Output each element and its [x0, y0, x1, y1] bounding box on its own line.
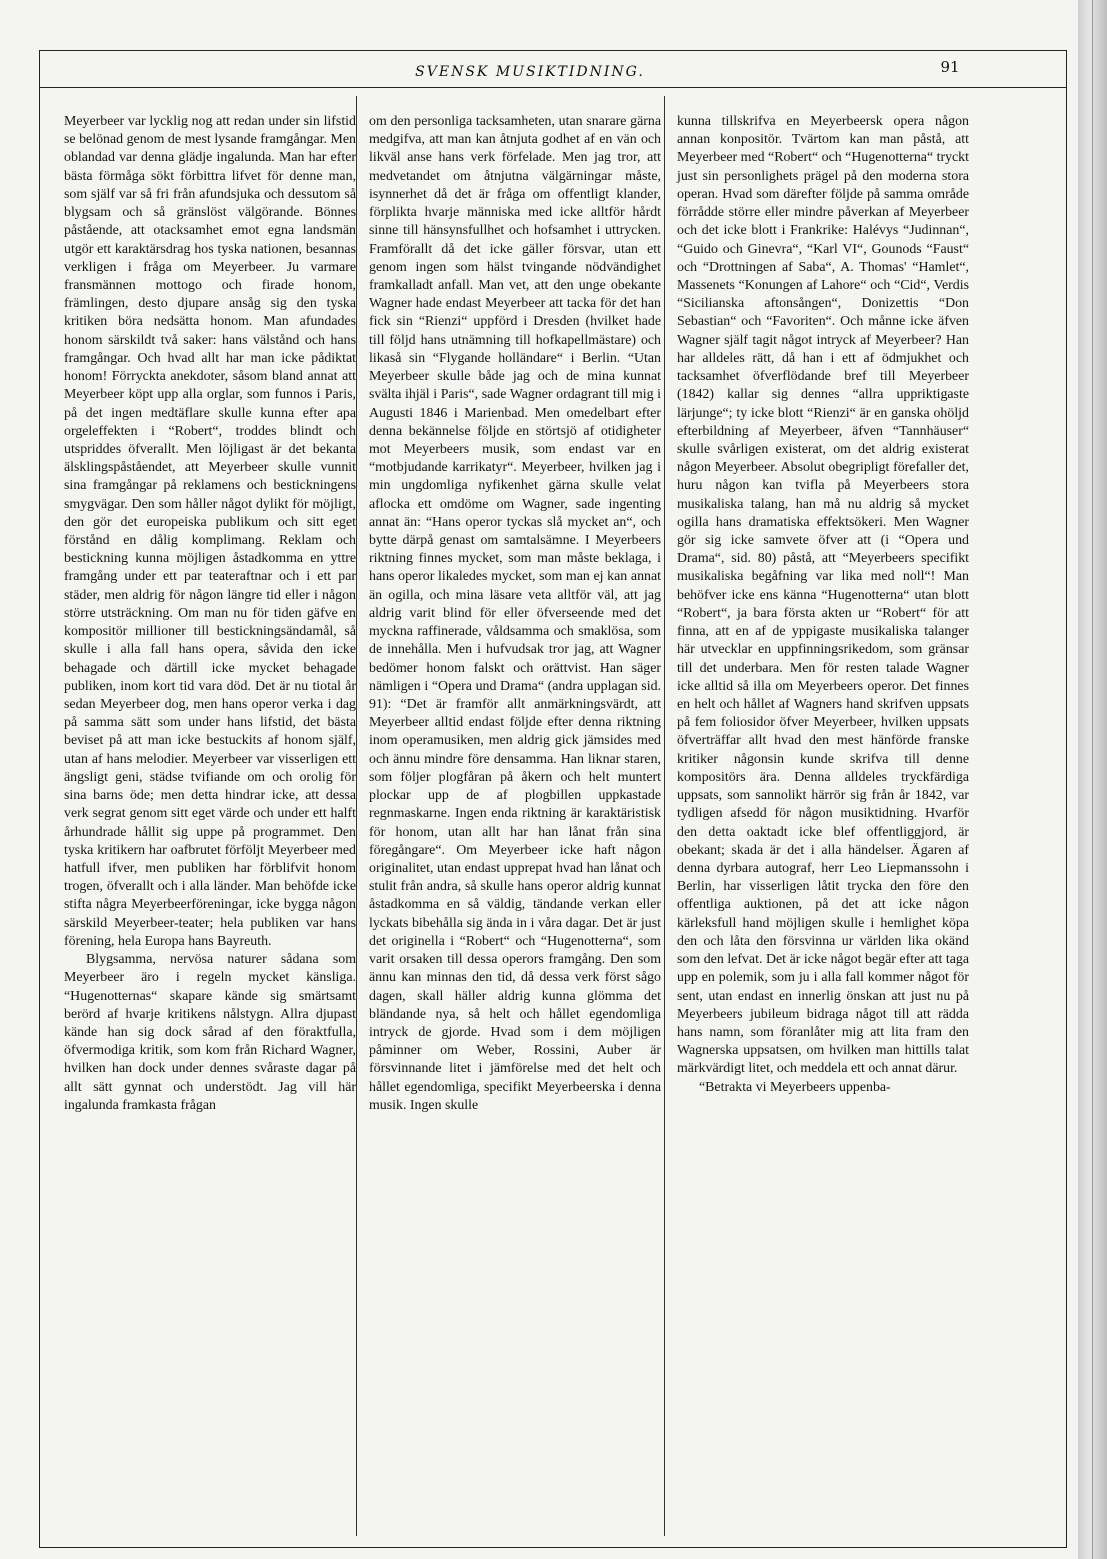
text-column-1 [64, 113, 356, 1115]
text-column-3 [677, 113, 969, 1097]
column-divider-2 [664, 96, 665, 1536]
paragraph: Meyerbeer var lycklig nog att redan under sin lifstid se belönad genom de mest lysande framgångar. Men oblandad var denna glädje ingalunda. Man har efter bästa förmåga sökt förbittra lifvet för denne man, som själf var så fri från afundsjuka och dessutom så blygsam och så gränslöst välgörande. Bönnes påstående, att otacksamhet emot egna landsmän utgör ett karaktärsdrag hos tyska nationen, besannas verkligen i fråga om Meyerbeer. Ju varmare fransmännen mottogo och firade honom, främlingen, desto djupare ansåg sig den tyska kritiken böra nedsätta honom. Man afundades honom särskildt två saker: hans välstånd och hans framgångar. Och hvad allt har man icke pådiktat honom! Förryckta anekdoter, såsom bland annat att Meyerbeer köpt upp alla orglar, som funnos i Paris, på det ingen medtäflare skulle kunna efter apa orgeleffekten i “Robert“, troddes blindt och utspriddes öfverallt. Men löjligast är det bekanta älsklingspåståendet, att Meyerbeer skulle vunnit sina framgångar på reklamens och bestickningens smygvägar. Den som håller något dylikt för möjligt, den gör det europeiska publikum och sitt eget förstånd en dålig komplimang. Reklam och bestickning kunna möjligen åstadkomma en yttre framgång under ett par teateraftnar och i ett par städer, men aldrig för någon längre tid eller i någon större utsträckning. Om man nu för tiden gäfve en kompositör millioner till bestickningsändamål, så skulle i alla fall hans opera, såvida den icke behagade och därtill icke mycket behagade publiken, inom kort tid vara död. Det är nu tiotal år sedan Meyerbeer dog, men hans operor verka i dag på samma sätt som under hans lifstid, det bästa beviset på att man icke bestuckits af honom själf, utan af hans melodier. Meyerbeer var visserligen ett ängsligt geni, städse tvifiande om och orolig för sina barns öde; men detta hindrar icke, att dessa verk segrat genom sitt eget värde och under ett halft århundrade hållit sig uppe på programmet. Den tyska kritikern har oafbrutet förföljt Meyerbeer med hatfull ifver, men publiken har förblifvit honom trogen, öfverallt och i alla länder. Man behöfde icke stifta några Meyerbeerföreningar, icke bygga någon särskild Meyerbeer-teater; hela publiken var hans förening, hela Europa hans Bayreuth. [64, 114, 356, 949]
running-title: SVENSK MUSIKTIDNING. [415, 64, 645, 80]
text-column-2 [369, 113, 661, 1115]
page-number: 91 [940, 58, 960, 76]
paragraph: Blygsamma, nervösa naturer sådana som Meyerbeer äro i regeln mycket känsliga. “Hugenotternas“ skapare kände sig smärtsamt berörd af hvarje kritikens nålstygn. Allra djupast kände han sig dock sårad af den föraktfulla, öfvermodiga kritik, som kom från Richard Wagner, hvilken han dock under dennes svåraste dagar på allt sätt gynnat och understödt. Jag vill här ingalunda framkasta frågan [64, 952, 356, 1113]
column-divider-1 [356, 96, 357, 1536]
paragraph: “Betrakta vi Meyerbeers uppenba- [699, 1079, 891, 1095]
binding-line [1092, 0, 1093, 1559]
paragraph: kunna tillskrifva en Meyerbeersk opera någon annan konpositör. Tvärtom kan man påstå, att Meyerbeer med “Robert“ och “Hugenotterna“ tryckt just sin personlighets prägel på den moderna stora operan. Hvad som därefter följde på samma område förrådde större eller mindre påverkan af Meyerbeer och det icke blott i Frankrike: Halévys “Judinnan“, “Guido och Ginevra“, “Karl VI“, Gounods “Faust“ och “Drottningen af Saba“, A. Thomas' “Hamlet“, Massenets “Konungen af Lahore“ och “Cid“, Verdis “Sicilianska aftonsången“, Donizettis “Don Sebastian“ och “Favoriten“. Och månne icke äfven Wagner själf tagit något intryck af Meyerbeer? Han har alldeles rätt, då han i ett af ödmjukhet och tacksamhet öfverflödande bref till Meyerbeer (1842) kallar sig dennes “allra uppriktigaste lärjunge“; ty icke blott “Rienzi“ är en ganska ohöljd efterbildning af Meyerbeer, äfven “Tannhäuser“ skulle svårligen existerat, om det aldrig existerat någon Meyerbeer. Absolut obegripligt förefaller det, huru någon kan tvifla på Meyerbeers stora musikaliska talang, han må nu aldrig så mycket ogilla hans dramatiska effektsökeri. Men Wagner gör sig icke samvete öfver att (i “Opera und Drama“, sid. 80) påstå, att “Meyerbeers specifikt musikaliska begåfning var lika med noll“! Man behöfver icke ens känna “Hugenotterna“ utan blott “Robert“, ja bara första akten ur “Robert“ för att finna, att en af de yppigaste musikaliska talanger här utvecklar en uppfinningsrikedom, som gränsar till det underbara. Men för resten talade Wagner icke alltid så illa om Meyerbeers operor. Det finnes en helt och hållet af Wagners hand skrifven uppsats på fem foliosidor öfver Meyerbeer, hvilken uppsats öfverträffar allt hvad den mest hänförde franske kritiker någonsin kunde skrifva till denne kompositörs ära. Denna alldeles tryckfärdiga uppsats, som sannolikt härrör sig från år 1842, var tydligen afsedd för någon musiktidning. Hvarför den detta oaktadt icke blef offentliggjord, är obekant; skada är det i alla händelser. Ägaren af denna dyrbara autograf, herr Leo Liepmanssohn i Berlin, har visserligen låtit trycka den före den offentliga auktionen, på det att icke någon kärleksfull hand möjligen skulle i hemlighet köpa den och låta den försvinna ur världen lika okänd som den lefvat. Det är icke något begär efter att taga upp en polemik, som ju i alla fall kommer något för sent, utan endast en innerlig önskan att just nu på Meyerbeers jubileum bidraga något till att rädda hans namn, som föranlåter mig att lita fram den Wagnerska uppsatsen, om hvilken man hittills talat märkvärdigt litet, och meddela ett och annat därur. [677, 114, 969, 1077]
header-rule [39, 87, 1066, 88]
paragraph: om den personliga tacksamheten, utan snarare gärna medgifva, att man kan åtnjuta godhet af en vän och likväl anse hans verk förfelade. Men jag tror, att medvetandet om åtnjutna välgärningar måste, isynnerhet då det är fråga om offentligt klander, förplikta hvarje människa med icke alltför hårdt sinne till hänsynsfullhet och hofsamhet i uttrycken. Framförallt då det icke gäller försvar, utan ett genom ingen som hälst tvingande nödvändighet framkalladt anfall. Man vet, att den unge obekante Wagner hade endast Meyerbeer att tacka för det han fick sin “Rienzi“ uppförd i Dresden (hvilket hade till följd hans utnämning till hofkapellmästare) och likaså sin “Flygande holländare“ i Berlin. “Utan Meyerbeer skulle både jag och de mina kunnat svälta ihjäl i Paris“, sade Wagner ordagrant till mig i Augusti 1846 i Marienbad. Men omedelbart efter denna bekännelse följde en störtsjö af otidigheter mot Meyerbeers musik, som endast var en “motbjudande karrikatyr“. Meyerbeer, hvilken jag i min ungdomliga nyfikenhet gärna skulle velat aflocka ett omdöme om Wagner, sade ingenting annat än: “Hans operor tyckas slå mycket an“, och bytte därpå genast om samtalsämne. I Meyerbeers riktning finnes mycket, som man måste beklaga, i hans operor likaledes mycket, som man ej kan annat än ogilla, och mina läsare veta alltför väl, att jag aldrig varit blind för eller öfverseende med det myckna raffinerade, våldsamma och smaklösa, som de innehålla. Men i hufvudsak tror jag, att Wagner bedömer honom falskt och orättvist. Han säger nämligen i “Opera und Drama“ (andra upplagan sid. 91): “Det är framför allt anmärkningsvärdt, att Meyerbeer alltid endast följde efter denna riktning inom operamusiken, men aldrig gick jämsides med och ännu mindre före densamma. Han liknar staren, som följer plogfåran på åkern och helt muntert plockar upp de af plogbillen uppkastade regnmaskarne. Ingen enda riktning är karaktäristisk för honom, utan allt har han lånat från sina föregångare“. Om Meyerbeer icke haft någon originalitet, utan endast upprepat hvad han lånat och stulit från andra, så skulle hans operor aldrig kunnat åstadkomma en så väldig, tändande verkan eller lyckats bibehålla sig ända in i våra dagar. Det är just det originella i “Robert“ och “Hugenotterna“, som varit orsaken till dessa operors framgång. Den som ännu kan minnas den tid, då dessa verk först sågo dagen, skall häller aldrig kunna glömma det bländande nya, så helt och hållet egendomliga intryck de gjorde. Hvad som i dem möjligen påminner om Weber, Rossini, Auber är försvinnande litet i jämförelse med det helt och hållet egendomliga, specifikt Meyerbeerska i denna musik. Ingen skulle [369, 114, 661, 1113]
